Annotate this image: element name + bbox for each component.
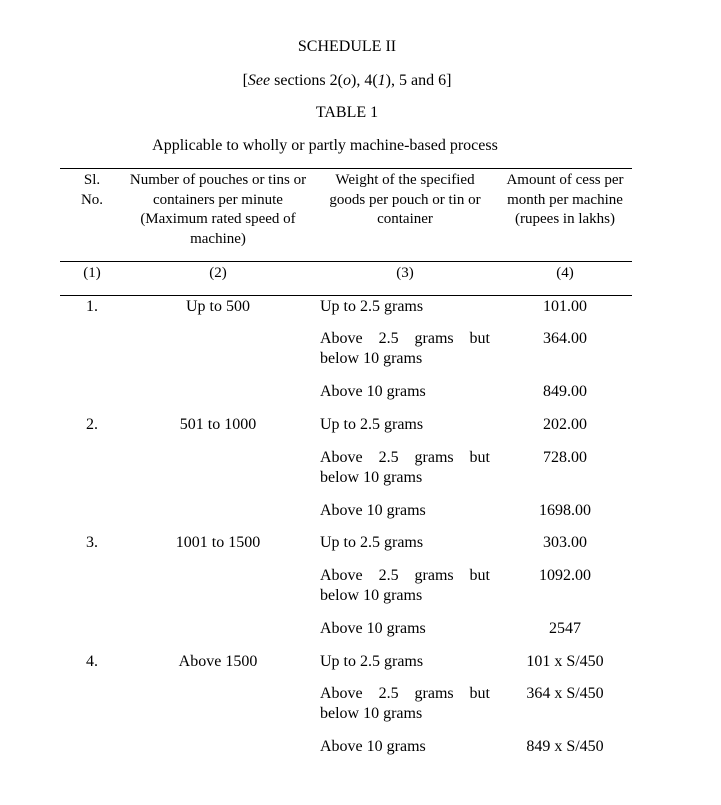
table-row-weight: Up to 2.5 grams [320, 534, 424, 551]
table-row-amount: 1092.00 [539, 567, 591, 584]
column-number-4: (4) [556, 265, 574, 281]
sections-reference-o: o [342, 72, 351, 89]
header-serial-line2: No. [80, 191, 104, 208]
table-row-speed: Up to 500 [186, 298, 250, 315]
header-amount-of-cess: Amount of cess per month per machine (rupees in lakhs) [506, 172, 624, 227]
header-bottom-rule [60, 261, 632, 262]
table-row-amount: 364.00 [543, 330, 587, 347]
header-pouches-per-minute: Number of pouches or tins or containers per minute (Maximum rated speed of machine) [129, 172, 307, 247]
table-row-amount: 364 x S/450 [526, 685, 604, 702]
table-row-weight: Above 2.5 grams but below 10 grams [320, 449, 490, 486]
table-row-amount: 849.00 [543, 383, 587, 400]
table-row-serial: 3. [86, 534, 98, 551]
table-title: TABLE 1 [315, 104, 379, 121]
table-row-weight: Above 10 grams [320, 502, 426, 519]
table-row-speed: 501 to 1000 [179, 416, 257, 433]
table-row-weight: Up to 2.5 grams [320, 298, 424, 315]
table-row-amount: 101 x S/450 [526, 653, 604, 670]
table-row-serial: 1. [86, 298, 98, 315]
table-row-weight: Up to 2.5 grams [320, 416, 424, 433]
table-row-weight: Above 10 grams [320, 383, 426, 400]
header-weight-per-pouch: Weight of the specified goods per pouch or tin or container [329, 172, 481, 227]
column-number-1: (1) [83, 265, 101, 281]
table-row-amount: 1698.00 [539, 502, 591, 519]
schedule-title: SCHEDULE II [297, 38, 397, 55]
table-row-serial: 2. [86, 416, 98, 433]
table-row-weight: Above 2.5 grams but below 10 grams [320, 685, 490, 722]
column-number-rule [60, 295, 632, 296]
table-row-weight: Above 10 grams [320, 738, 426, 755]
sections-reference-part-b: ), 4( [350, 72, 378, 89]
table-row-serial: 4. [86, 653, 98, 670]
sections-reference-see: See [247, 72, 271, 89]
table-row-weight: Above 10 grams [320, 620, 426, 637]
table-row-weight: Up to 2.5 grams [320, 653, 424, 670]
sections-reference-open: [ [242, 72, 248, 89]
table-row-amount: 101.00 [543, 298, 587, 315]
applicability-note: Applicable to wholly or partly machine-based process [152, 137, 498, 154]
table-row-amount: 849 x S/450 [526, 738, 604, 755]
table-top-rule [60, 168, 632, 169]
sections-reference [0, 71, 694, 91]
table-row-amount: 303.00 [543, 534, 587, 551]
table-row-speed: Above 1500 [178, 653, 258, 670]
table-row-speed: 1001 to 1500 [175, 534, 261, 551]
table-row-amount: 202.00 [543, 416, 587, 433]
column-number-3: (3) [396, 265, 414, 281]
table-row-amount: 2547 [549, 620, 581, 637]
table-row-amount: 728.00 [543, 449, 587, 466]
table-row-weight: Above 2.5 grams but below 10 grams [320, 330, 490, 367]
header-serial-line1: Sl. [83, 172, 101, 188]
sections-reference-part-a: sections 2( [270, 72, 343, 89]
sections-reference-part-c: ), 5 and 6] [385, 72, 452, 89]
header-serial-number [66, 171, 118, 210]
column-number-2: (2) [209, 265, 227, 281]
sections-reference-1: 1 [377, 72, 386, 89]
table-row-weight: Above 2.5 grams but below 10 grams [320, 567, 490, 604]
